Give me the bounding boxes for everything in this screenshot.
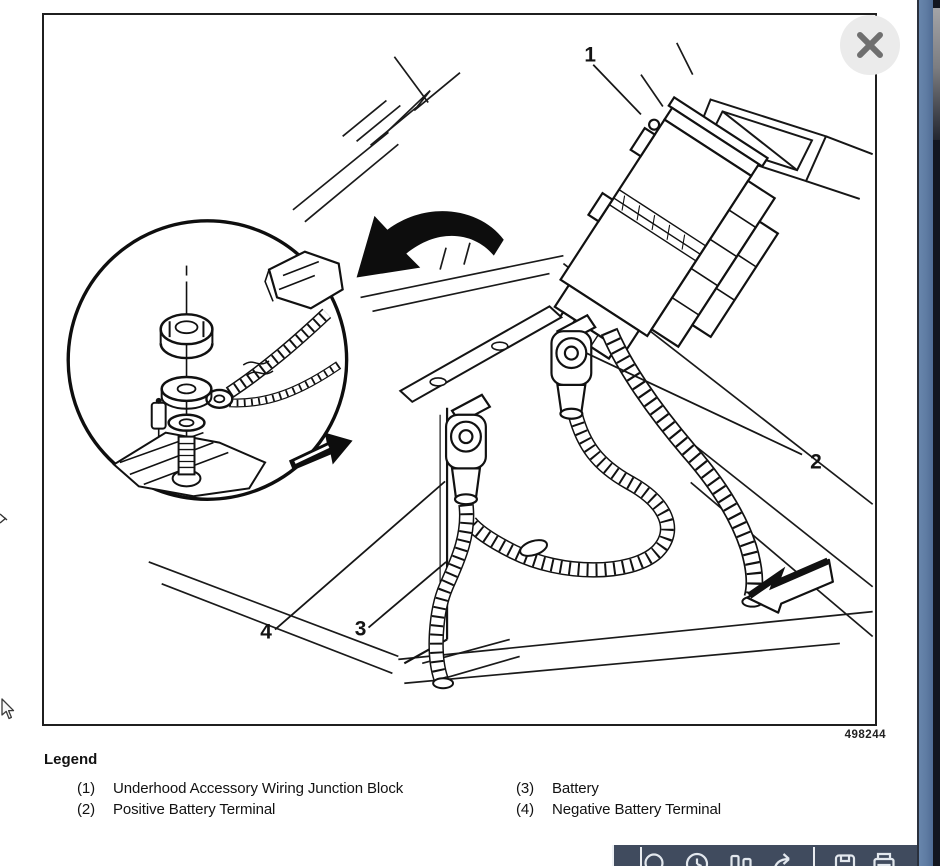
figure-number: 498244 <box>844 729 886 741</box>
zoom-icon[interactable] <box>642 851 668 866</box>
legend-item <box>516 778 856 799</box>
toolbar-edge <box>612 845 614 866</box>
stray-mark <box>0 510 10 528</box>
callout-1: 1 <box>584 43 597 67</box>
legend-item-label: Positive Battery Terminal <box>113 801 276 818</box>
close-icon <box>855 30 885 60</box>
callout-2: 2 <box>810 450 822 474</box>
scrollbar-thumb[interactable] <box>933 8 940 140</box>
legend-item-number: (2) <box>77 801 96 818</box>
window-edge-strip <box>919 0 933 866</box>
legend-item <box>516 799 856 820</box>
print-icon[interactable] <box>871 851 897 866</box>
save-icon[interactable] <box>832 851 858 866</box>
history-icon[interactable] <box>684 851 710 866</box>
legend <box>44 751 721 818</box>
legend-item-number: (1) <box>77 780 96 797</box>
close-button[interactable] <box>840 15 900 75</box>
bottom-toolbar <box>612 845 940 866</box>
legend-item-number: (3) <box>516 780 535 797</box>
legend-item <box>77 799 507 820</box>
legend-item-label: Underhood Accessory Wiring Junction Block <box>113 780 404 797</box>
legend-item <box>77 778 507 799</box>
diagram-svg <box>44 15 875 724</box>
legend-item-label: Negative Battery Terminal <box>552 801 721 818</box>
legend-item-label: Battery <box>552 780 599 797</box>
curved-arrow <box>357 211 504 277</box>
mouse-cursor <box>0 698 16 722</box>
scrollbar-track[interactable] <box>933 0 940 866</box>
legend-column-right <box>516 778 856 820</box>
toolbar-divider <box>813 847 815 866</box>
legend-title: Legend <box>44 751 98 768</box>
detail-inset <box>68 221 352 499</box>
legend-item-number: (4) <box>516 801 535 818</box>
share-icon[interactable] <box>770 851 796 866</box>
columns-icon[interactable] <box>728 851 754 866</box>
callout-3: 3 <box>354 617 367 641</box>
callout-4: 4 <box>260 620 272 644</box>
figure-border <box>42 13 877 726</box>
legend-column-left <box>77 778 507 820</box>
